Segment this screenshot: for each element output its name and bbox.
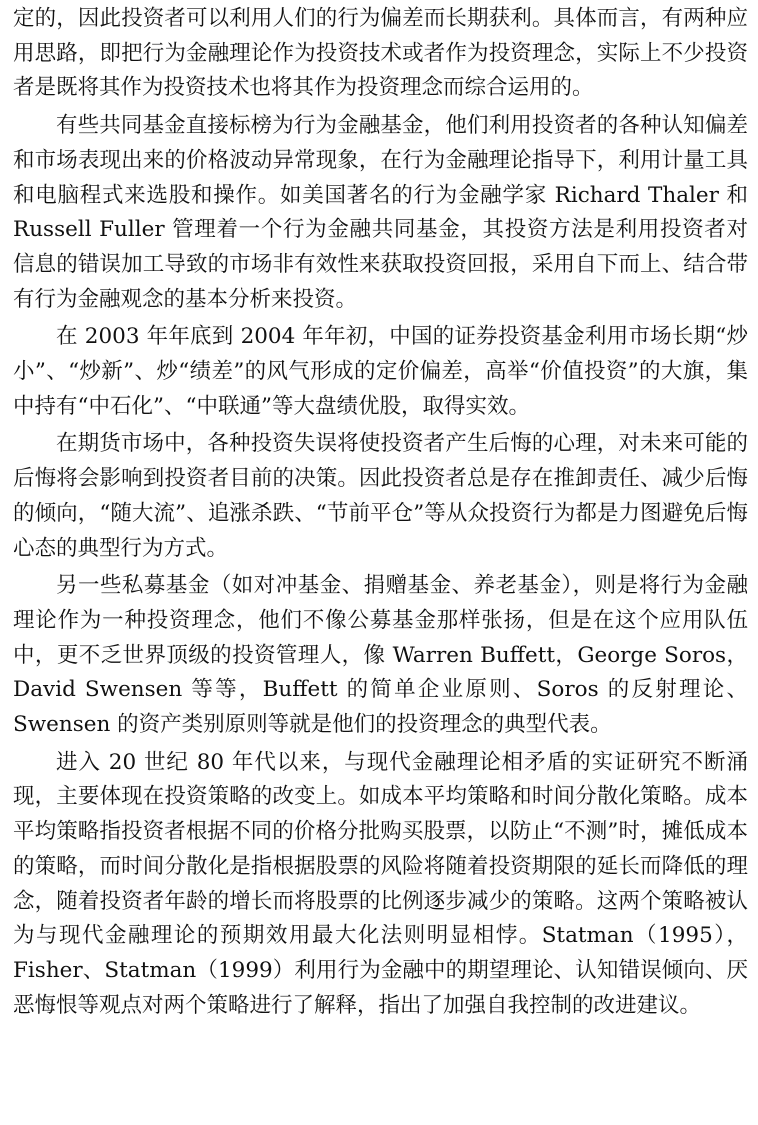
paragraph-3: 在 2003 年年底到 2004 年年初，中国的证券投资基金利用市场长期“炒小”、“炒新”、炒“绩差”的风气形成的定价偏差，高举“价值投资”的大旗，集中持有“中石化”、“中联通”等大盘绩优股，取得实效。 [13,324,748,419]
paragraph-1: 定的，因此投资者可以利用人们的行为偏差而长期获利。具体而言，有两种应用思路，即把行为金融理论作为投资技术或者作为投资理念，实际上不少投资者是既将其作为投资技术也将其作为投资理念而综合运用的。 [13,6,748,101]
paragraph-2: 有些共同基金直接标榜为行为金融基金，他们利用投资者的各种认知偏差和市场表现出来的价格波动异常现象，在行为金融理论指导下，利用计量工具和电脑程式来选股和操作。如美国著名的行为金融学家 Richard Thaler 和 Russell Fuller 管理着一个行为金融共同基金，其投资方法是利用投资者对信息的错误加工导致的市场非有效性来获取投资回报，采用自下而上、结合带有行为金融观念的基本分析来投资。 [13,113,748,312]
paragraph-6: 进入 20 世纪 80 年代以来，与现代金融理论相矛盾的实证研究不断涌现，主要体现在投资策略的改变上。如成本平均策略和时间分散化策略。成本平均策略指投资者根据不同的价格分批购买股票，以防止“不测”时，摊低成本的策略，而时间分散化是指根据股票的风险将随着投资期限的延长而降低的理念，随着投资者年龄的增长而将股票的比例逐步减少的策略。这两个策略被认为与现代金融理论的预期效用最大化法则明显相悖。Statman（1995），Fisher、Statman（1999）利用行为金融中的期望理论、认知错误倾向、厌恶悔恨等观点对两个策略进行了解释，指出了加强自我控制的改进建议。 [13,749,748,1018]
paragraph-4: 在期货市场中，各种投资失误将使投资者产生后悔的心理，对未来可能的后悔将会影响到投资者目前的决策。因此投资者总是存在推卸责任、减少后悔的倾向，“随大流”、追涨杀跌、“节前平仓”等从众投资行为都是力图避免后悔心态的典型行为方式。 [13,431,748,561]
paragraph-5: 另一些私募基金（如对冲基金、捐赠基金、养老基金），则是将行为金融理论作为一种投资理念，他们不像公募基金那样张扬，但是在这个应用队伍中，更不乏世界顶级的投资管理人，像 Warren Buffett，George Soros，David Swensen 等等，Buffett 的简单企业原则、Soros 的反射理论、Swensen 的资产类别原则等就是他们的投资理念的典型代表。 [13,573,748,738]
